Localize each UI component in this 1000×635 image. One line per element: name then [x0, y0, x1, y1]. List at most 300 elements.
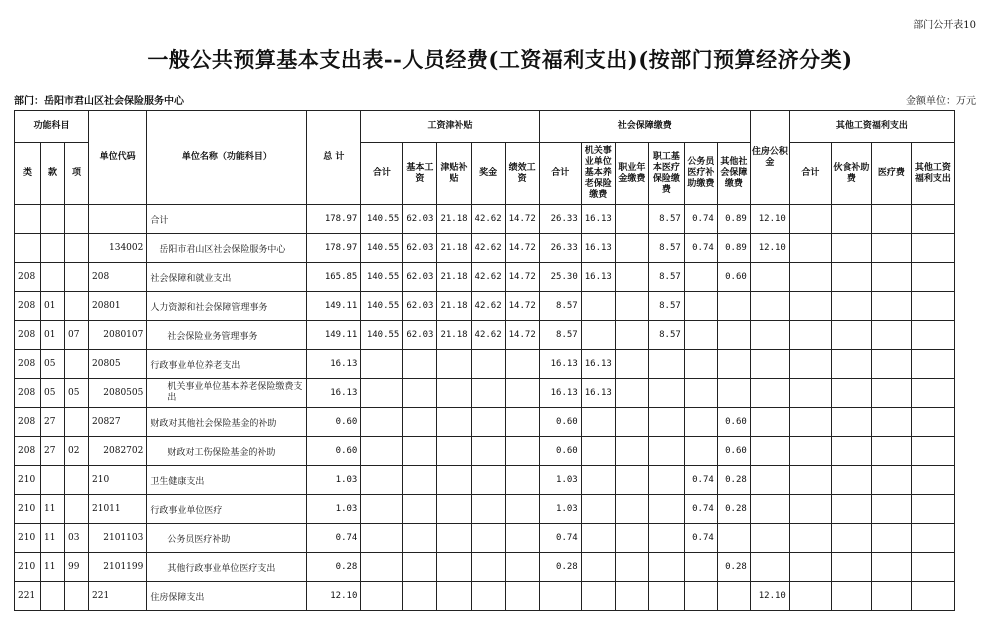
cell-total: 0.60: [307, 437, 361, 466]
civil-med-header: 公务员医疗补助缴费: [684, 143, 717, 205]
cell-wage-sum: 140.55: [361, 321, 403, 350]
cell-civil-med: [684, 582, 717, 611]
cell-housing: [750, 553, 789, 582]
cell-meal: [831, 205, 871, 234]
cell-med-fee: [871, 234, 911, 263]
cell-wage-sum: 140.55: [361, 234, 403, 263]
cell-code: 221: [89, 582, 147, 611]
cell-allow: [437, 495, 471, 524]
cell-basic: [403, 495, 437, 524]
cell-oth-sum: [789, 524, 831, 553]
cell-total: 1.03: [307, 466, 361, 495]
cell-soc-sum: 0.60: [539, 437, 581, 466]
cell-meal: [831, 379, 871, 408]
cell-allow: [437, 466, 471, 495]
cell-housing: [750, 292, 789, 321]
other-welfare-header: 其他工资福利支出: [911, 143, 954, 205]
cell-civil-med: [684, 292, 717, 321]
table-row: [15, 408, 955, 437]
cell-kuan: 11: [41, 553, 65, 582]
cell-oth-welfare: [911, 553, 954, 582]
cell-perf: [505, 495, 539, 524]
cell-soc-sum: [539, 582, 581, 611]
cell-soc-sum: 16.13: [539, 350, 581, 379]
cell-code: 208: [89, 263, 147, 292]
cell-lei: 210: [15, 524, 41, 553]
cell-other-soc: 0.28: [717, 466, 750, 495]
cell-meal: [831, 350, 871, 379]
cell-kuan: [41, 234, 65, 263]
cell-civil-med: 0.74: [684, 234, 717, 263]
cell-kuan: 27: [41, 408, 65, 437]
cell-other-soc: [717, 582, 750, 611]
cell-perf: [505, 408, 539, 437]
cell-name: 卫生健康支出: [147, 466, 307, 495]
cell-code: 20801: [89, 292, 147, 321]
cell-civil-med: 0.74: [684, 524, 717, 553]
cell-civil-med: [684, 321, 717, 350]
cell-oth-welfare: [911, 292, 954, 321]
cell-meal: [831, 495, 871, 524]
cell-lei: 208: [15, 408, 41, 437]
cell-meal: [831, 408, 871, 437]
table-row: [15, 524, 955, 553]
cell-soc-sum: 16.13: [539, 379, 581, 408]
cell-basic: [403, 437, 437, 466]
cell-med-fee: [871, 582, 911, 611]
cell-basic: [403, 379, 437, 408]
cell-oth-welfare: [911, 234, 954, 263]
cell-basic: [403, 582, 437, 611]
cell-bonus: 42.62: [471, 292, 505, 321]
perf-wage-header: 绩效工资: [505, 143, 539, 205]
medical-header: 职工基本医疗保险缴费: [648, 143, 684, 205]
cell-code: 2082702: [89, 437, 147, 466]
cell-code: 2080107: [89, 321, 147, 350]
cell-medical: 8.57: [648, 234, 684, 263]
table-row: [15, 234, 955, 263]
cell-medical: [648, 553, 684, 582]
cell-civil-med: 0.74: [684, 466, 717, 495]
cell-oth-sum: [789, 292, 831, 321]
cell-civil-med: [684, 350, 717, 379]
cell-name: 行政事业单位医疗: [147, 495, 307, 524]
cell-meal: [831, 234, 871, 263]
kuan-header: 款: [41, 143, 65, 205]
cell-wage-sum: 140.55: [361, 205, 403, 234]
cell-medical: [648, 524, 684, 553]
other-sum-header: 合计: [789, 143, 831, 205]
cell-annuity: [615, 553, 648, 582]
cell-bonus: [471, 437, 505, 466]
cell-allow: 21.18: [437, 321, 471, 350]
cell-civil-med: [684, 408, 717, 437]
cell-basic: 62.03: [403, 321, 437, 350]
pension-header: 机关事业单位基本养老保险缴费: [581, 143, 615, 205]
cell-kuan: [41, 466, 65, 495]
cell-other-soc: 0.60: [717, 263, 750, 292]
cell-name: 财政对工伤保险基金的补助: [147, 437, 307, 466]
cell-wage-sum: 140.55: [361, 263, 403, 292]
cell-housing: [750, 408, 789, 437]
page-title: 一般公共预算基本支出表--人员经费(工资福利支出)(按部门预算经济分类): [147, 47, 853, 72]
cell-oth-sum: [789, 350, 831, 379]
other-group-header: 其他工资福利支出: [789, 111, 954, 143]
cell-xiang: [65, 234, 89, 263]
cell-oth-welfare: [911, 321, 954, 350]
cell-wage-sum: [361, 582, 403, 611]
cell-name: 社会保险业务管理事务: [147, 321, 307, 350]
cell-civil-med: 0.74: [684, 205, 717, 234]
cell-kuan: 11: [41, 524, 65, 553]
cell-total: 16.13: [307, 379, 361, 408]
cell-basic: [403, 466, 437, 495]
cell-code: [89, 205, 147, 234]
cell-perf: 14.72: [505, 205, 539, 234]
cell-medical: 8.57: [648, 321, 684, 350]
cell-oth-sum: [789, 437, 831, 466]
cell-lei: 208: [15, 321, 41, 350]
cell-civil-med: [684, 437, 717, 466]
cell-basic: 62.03: [403, 292, 437, 321]
cell-meal: [831, 263, 871, 292]
cell-soc-sum: 1.03: [539, 495, 581, 524]
cell-other-soc: [717, 350, 750, 379]
cell-annuity: [615, 582, 648, 611]
budget-table: [14, 110, 955, 611]
cell-pension: [581, 582, 615, 611]
cell-annuity: [615, 524, 648, 553]
form-code: 部门公开表10: [913, 20, 976, 31]
cell-oth-sum: [789, 553, 831, 582]
cell-annuity: [615, 321, 648, 350]
cell-meal: [831, 553, 871, 582]
table-row: [15, 263, 955, 292]
cell-name: 行政事业单位养老支出: [147, 350, 307, 379]
cell-medical: [648, 379, 684, 408]
table-row: [15, 205, 955, 234]
cell-medical: [648, 437, 684, 466]
cell-xiang: [65, 466, 89, 495]
cell-allow: 21.18: [437, 263, 471, 292]
cell-wage-sum: [361, 379, 403, 408]
cell-other-soc: 0.89: [717, 205, 750, 234]
cell-other-soc: [717, 321, 750, 350]
cell-lei: 208: [15, 263, 41, 292]
cell-pension: [581, 408, 615, 437]
cell-basic: 62.03: [403, 234, 437, 263]
cell-med-fee: [871, 437, 911, 466]
cell-name: 住房保障支出: [147, 582, 307, 611]
cell-perf: 14.72: [505, 292, 539, 321]
cell-oth-sum: [789, 205, 831, 234]
cell-perf: [505, 524, 539, 553]
cell-xiang: [65, 263, 89, 292]
cell-lei: 208: [15, 437, 41, 466]
cell-lei: 208: [15, 292, 41, 321]
cell-medical: [648, 408, 684, 437]
table-row: [15, 466, 955, 495]
cell-oth-welfare: [911, 205, 954, 234]
cell-meal: [831, 292, 871, 321]
cell-annuity: [615, 495, 648, 524]
cell-pension: [581, 553, 615, 582]
cell-allow: [437, 379, 471, 408]
cell-other-soc: 0.28: [717, 495, 750, 524]
cell-meal: [831, 321, 871, 350]
cell-pension: [581, 321, 615, 350]
cell-other-soc: [717, 379, 750, 408]
cell-kuan: 05: [41, 350, 65, 379]
cell-lei: 210: [15, 553, 41, 582]
cell-total: 178.97: [307, 205, 361, 234]
cell-annuity: [615, 292, 648, 321]
cell-xiang: 99: [65, 553, 89, 582]
cell-annuity: [615, 379, 648, 408]
cell-basic: 62.03: [403, 263, 437, 292]
cell-xiang: 07: [65, 321, 89, 350]
table-row: [15, 437, 955, 466]
cell-pension: 16.13: [581, 379, 615, 408]
cell-code: 134002: [89, 234, 147, 263]
cell-total: 149.11: [307, 321, 361, 350]
cell-soc-sum: 0.60: [539, 408, 581, 437]
cell-housing: [750, 495, 789, 524]
cell-annuity: [615, 205, 648, 234]
cell-medical: 8.57: [648, 292, 684, 321]
cell-lei: [15, 205, 41, 234]
cell-oth-welfare: [911, 350, 954, 379]
cell-lei: 210: [15, 466, 41, 495]
cell-med-fee: [871, 205, 911, 234]
cell-xiang: [65, 408, 89, 437]
cell-xiang: 05: [65, 379, 89, 408]
cell-perf: 14.72: [505, 321, 539, 350]
cell-lei: 210: [15, 495, 41, 524]
cell-oth-sum: [789, 321, 831, 350]
cell-perf: 14.72: [505, 234, 539, 263]
cell-soc-sum: 25.30: [539, 263, 581, 292]
cell-name: 社会保障和就业支出: [147, 263, 307, 292]
cell-civil-med: [684, 379, 717, 408]
cell-med-fee: [871, 495, 911, 524]
cell-wage-sum: [361, 495, 403, 524]
cell-wage-sum: [361, 437, 403, 466]
meal-header: 伙食补助费: [831, 143, 871, 205]
cell-oth-sum: [789, 466, 831, 495]
cell-basic: [403, 553, 437, 582]
cell-kuan: 11: [41, 495, 65, 524]
cell-oth-sum: [789, 234, 831, 263]
cell-bonus: 42.62: [471, 205, 505, 234]
cell-med-fee: [871, 408, 911, 437]
cell-lei: 208: [15, 379, 41, 408]
cell-perf: 14.72: [505, 263, 539, 292]
xiang-header: 项: [65, 143, 89, 205]
cell-oth-welfare: [911, 524, 954, 553]
cell-housing: [750, 466, 789, 495]
cell-soc-sum: 26.33: [539, 205, 581, 234]
cell-bonus: [471, 466, 505, 495]
cell-pension: [581, 495, 615, 524]
cell-allow: [437, 582, 471, 611]
cell-soc-sum: 0.74: [539, 524, 581, 553]
cell-kuan: 05: [41, 379, 65, 408]
cell-bonus: [471, 582, 505, 611]
cell-pension: [581, 437, 615, 466]
func-subject-header: 功能科目: [15, 111, 89, 143]
cell-perf: [505, 582, 539, 611]
cell-code: 20827: [89, 408, 147, 437]
table-row: [15, 350, 955, 379]
cell-xiang: 03: [65, 524, 89, 553]
allowance-header: 津贴补贴: [437, 143, 471, 205]
cell-xiang: [65, 495, 89, 524]
cell-bonus: [471, 524, 505, 553]
cell-meal: [831, 437, 871, 466]
cell-wage-sum: 140.55: [361, 292, 403, 321]
cell-housing: 12.10: [750, 234, 789, 263]
cell-oth-welfare: [911, 437, 954, 466]
cell-oth-welfare: [911, 408, 954, 437]
table-row: [15, 553, 955, 582]
cell-housing: 12.10: [750, 582, 789, 611]
cell-allow: [437, 553, 471, 582]
cell-xiang: [65, 205, 89, 234]
cell-soc-sum: 8.57: [539, 321, 581, 350]
cell-oth-sum: [789, 408, 831, 437]
cell-medical: 8.57: [648, 205, 684, 234]
cell-annuity: [615, 350, 648, 379]
cell-allow: 21.18: [437, 234, 471, 263]
cell-housing: [750, 350, 789, 379]
cell-name: 岳阳市君山区社会保险服务中心: [147, 234, 307, 263]
cell-name: 财政对其他社会保险基金的补助: [147, 408, 307, 437]
cell-perf: [505, 350, 539, 379]
cell-code: 2101199: [89, 553, 147, 582]
cell-oth-welfare: [911, 466, 954, 495]
cell-xiang: [65, 350, 89, 379]
housing-header: 住房公积金: [750, 111, 789, 205]
cell-meal: [831, 582, 871, 611]
cell-allow: [437, 437, 471, 466]
cell-code: 210: [89, 466, 147, 495]
cell-pension: [581, 524, 615, 553]
cell-name: 其他行政事业单位医疗支出: [147, 553, 307, 582]
cell-med-fee: [871, 263, 911, 292]
cell-annuity: [615, 408, 648, 437]
cell-wage-sum: [361, 553, 403, 582]
total-header: 总 计: [307, 111, 361, 205]
cell-med-fee: [871, 379, 911, 408]
cell-pension: [581, 466, 615, 495]
cell-other-soc: [717, 292, 750, 321]
unit-code-header: 单位代码: [89, 111, 147, 205]
cell-total: 178.97: [307, 234, 361, 263]
cell-name: 人力资源和社会保障管理事务: [147, 292, 307, 321]
cell-bonus: 42.62: [471, 234, 505, 263]
cell-oth-sum: [789, 263, 831, 292]
bonus-header: 奖金: [471, 143, 505, 205]
cell-perf: [505, 553, 539, 582]
cell-wage-sum: [361, 350, 403, 379]
cell-annuity: [615, 234, 648, 263]
cell-housing: [750, 379, 789, 408]
cell-med-fee: [871, 321, 911, 350]
cell-housing: [750, 263, 789, 292]
table-row: [15, 292, 955, 321]
department-label: 部门：岳阳市君山区社会保险服务中心: [14, 96, 184, 107]
cell-medical: [648, 495, 684, 524]
cell-kuan: 01: [41, 292, 65, 321]
cell-annuity: [615, 263, 648, 292]
cell-meal: [831, 466, 871, 495]
cell-bonus: [471, 495, 505, 524]
cell-other-soc: 0.60: [717, 437, 750, 466]
cell-xiang: [65, 292, 89, 321]
cell-allow: [437, 350, 471, 379]
cell-other-soc: [717, 524, 750, 553]
cell-medical: [648, 466, 684, 495]
cell-pension: [581, 292, 615, 321]
other-social-header: 其他社会保障缴费: [717, 143, 750, 205]
cell-lei: 221: [15, 582, 41, 611]
social-group-header: 社会保障缴费: [539, 111, 750, 143]
cell-wage-sum: [361, 524, 403, 553]
cell-civil-med: [684, 263, 717, 292]
cell-name: 公务员医疗补助: [147, 524, 307, 553]
lei-header: 类: [15, 143, 41, 205]
cell-basic: [403, 524, 437, 553]
cell-oth-welfare: [911, 495, 954, 524]
cell-perf: [505, 437, 539, 466]
cell-medical: [648, 350, 684, 379]
cell-xiang: 02: [65, 437, 89, 466]
cell-pension: 16.13: [581, 350, 615, 379]
cell-oth-sum: [789, 582, 831, 611]
cell-total: 149.11: [307, 292, 361, 321]
cell-oth-welfare: [911, 379, 954, 408]
cell-kuan: [41, 263, 65, 292]
cell-basic: [403, 408, 437, 437]
wage-group-header: 工资津补贴: [361, 111, 539, 143]
cell-pension: 16.13: [581, 205, 615, 234]
cell-bonus: 42.62: [471, 321, 505, 350]
cell-bonus: [471, 408, 505, 437]
cell-basic: 62.03: [403, 205, 437, 234]
cell-med-fee: [871, 524, 911, 553]
cell-lei: [15, 234, 41, 263]
med-fee-header: 医疗费: [871, 143, 911, 205]
cell-kuan: 01: [41, 321, 65, 350]
cell-total: 0.60: [307, 408, 361, 437]
cell-bonus: [471, 553, 505, 582]
cell-name: 合计: [147, 205, 307, 234]
table-row: [15, 321, 955, 350]
cell-annuity: [615, 437, 648, 466]
cell-medical: 8.57: [648, 263, 684, 292]
cell-xiang: [65, 582, 89, 611]
cell-total: 16.13: [307, 350, 361, 379]
cell-total: 0.74: [307, 524, 361, 553]
cell-total: 12.10: [307, 582, 361, 611]
cell-pension: 16.13: [581, 263, 615, 292]
cell-soc-sum: 8.57: [539, 292, 581, 321]
cell-name: 机关事业单位基本养老保险缴费支出: [147, 379, 307, 408]
cell-other-soc: 0.89: [717, 234, 750, 263]
cell-oth-sum: [789, 495, 831, 524]
cell-kuan: [41, 582, 65, 611]
